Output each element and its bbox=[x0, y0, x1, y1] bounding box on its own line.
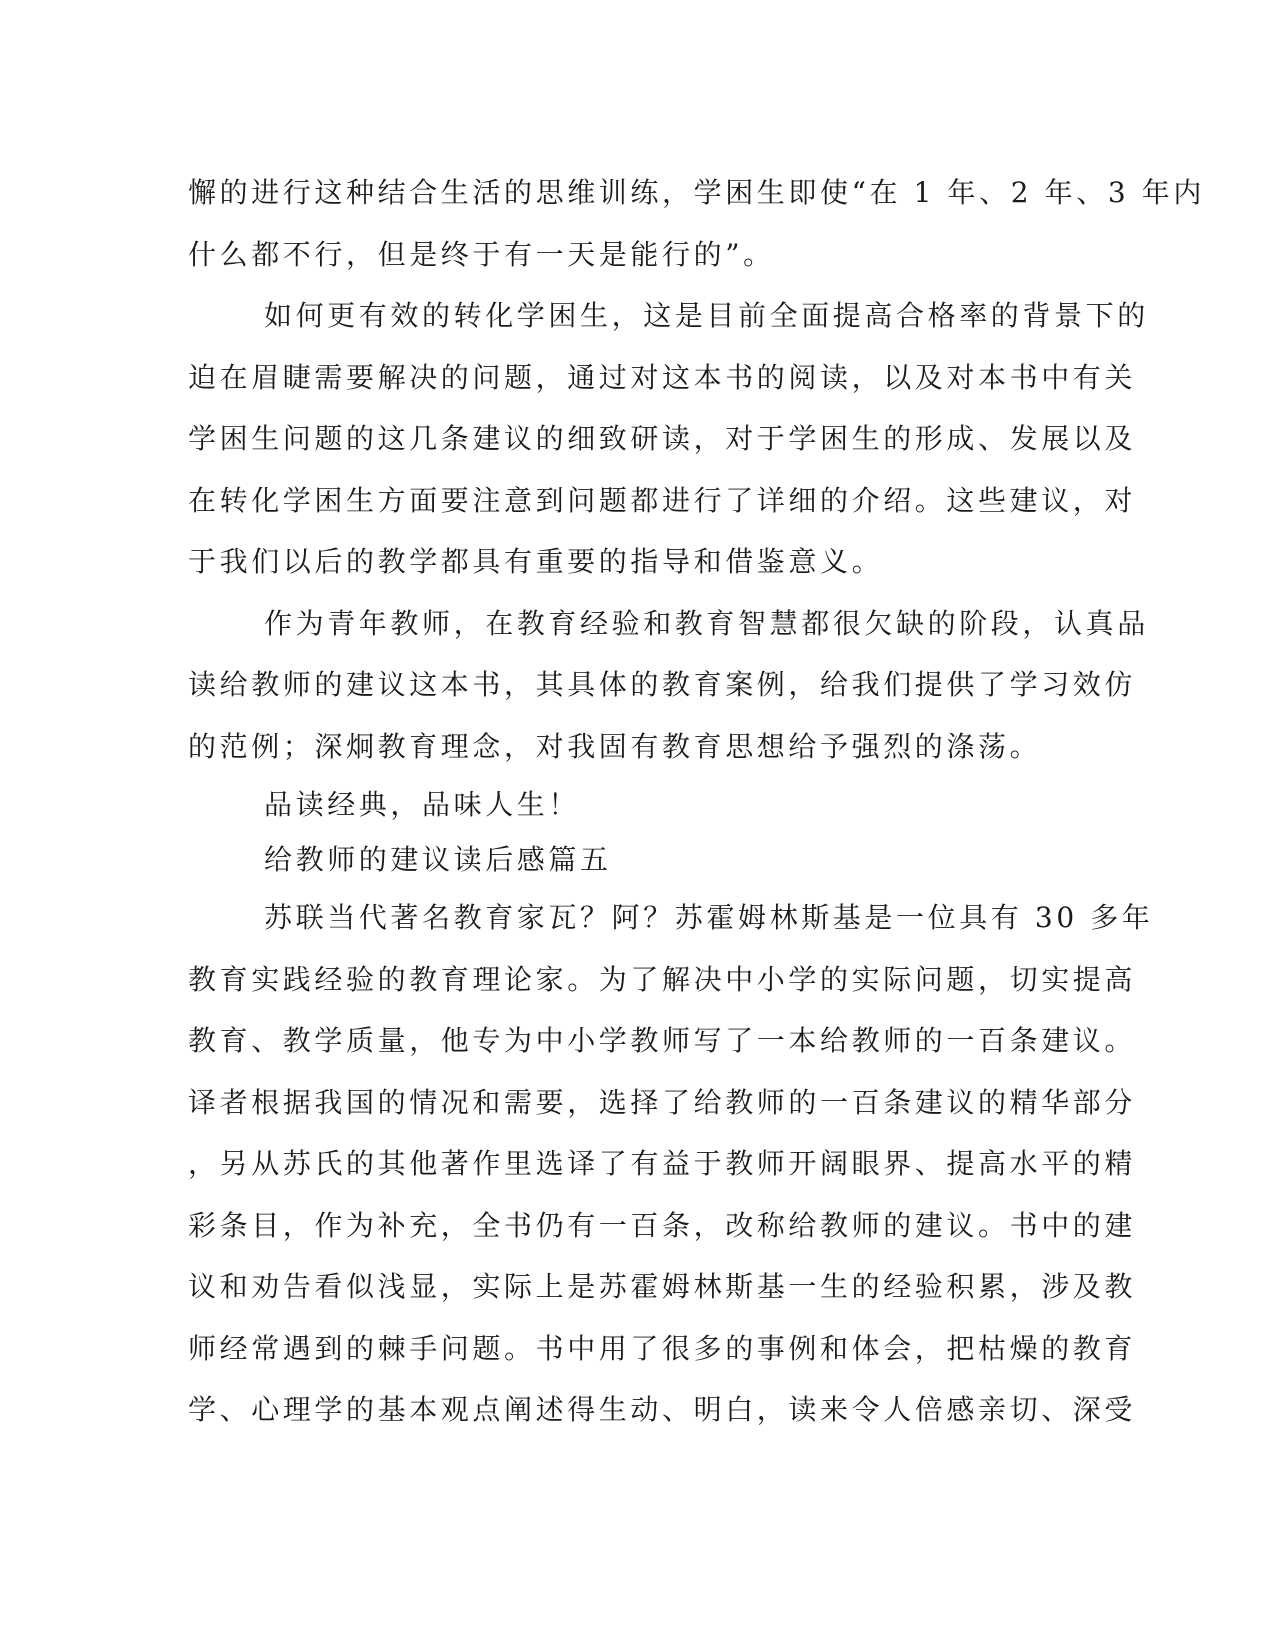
document-body bbox=[188, 162, 1205, 1441]
text-line: 于我们以后的教学都具有重要的指导和借鉴意义。 bbox=[188, 545, 884, 578]
paragraph-start-line: 如何更有效的转化学困生，这是目前全面提高合格率的背景下的 bbox=[264, 299, 1149, 332]
text-line: 彩条目，作为补充，全书仍有一百条，改称给教师的建议。书中的建 bbox=[188, 1208, 1137, 1242]
text-line: 学、心理学的基本观点阐述得生动、明白，读来令人倍感亲切、深受 bbox=[188, 1393, 1137, 1426]
text-line: 在转化学困生方面要注意到问题都进行了详细的介绍。这些建议，对 bbox=[188, 483, 1137, 517]
text-line: 迫在眉睫需要解决的问题，通过对这本书的阅读，以及对本书中有关 bbox=[188, 360, 1137, 394]
text-line: 师经常遇到的棘手问题。书中用了很多的事例和体会，把枯燥的教育 bbox=[188, 1331, 1137, 1365]
paragraph-start-line: 品读经典，品味人生！ bbox=[264, 788, 581, 821]
text-line: 译者根据我国的情况和需要，选择了给教师的一百条建议的精华部分 bbox=[188, 1085, 1137, 1119]
section-heading: 给教师的建议读后感篇五 bbox=[264, 843, 612, 876]
text-line: ，另从苏氏的其他著作里选译了有益于教师开阔眼界、提高水平的精 bbox=[188, 1147, 1137, 1180]
text-line: 教育实践经验的教育理论家。为了解决中小学的实际问题，切实提高 bbox=[188, 962, 1137, 996]
text-line: 学困生问题的这几条建议的细致研读，对于学困生的形成、发展以及 bbox=[188, 422, 1137, 455]
paragraph-start-line: 苏联当代著名教育家瓦？阿？苏霍姆林斯基是一位具有 30 多年 bbox=[264, 901, 1154, 934]
text-line: 议和劝告看似浅显，实际上是苏霍姆林斯基一生的经验积累，涉及教 bbox=[188, 1270, 1137, 1303]
paragraph-start-line: 作为青年教师，在教育经验和教育智慧都很欠缺的阶段，认真品 bbox=[264, 606, 1149, 640]
text-line: 的范例；深炯教育理念，对我固有教育思想给予强烈的涤荡。 bbox=[188, 729, 1042, 763]
text-line: 懈的进行这种结合生活的思维训练，学困生即使“在 1 年、2 年、3 年内 bbox=[188, 176, 1205, 209]
text-line: 读给教师的建议这本书，其具体的教育案例，给我们提供了学习效仿 bbox=[188, 668, 1137, 701]
text-line: 什么都不行，但是终于有一天是能行的”。 bbox=[188, 237, 775, 271]
text-line: 教育、教学质量，他专为中小学教师写了一本给教师的一百条建议。 bbox=[188, 1024, 1137, 1057]
